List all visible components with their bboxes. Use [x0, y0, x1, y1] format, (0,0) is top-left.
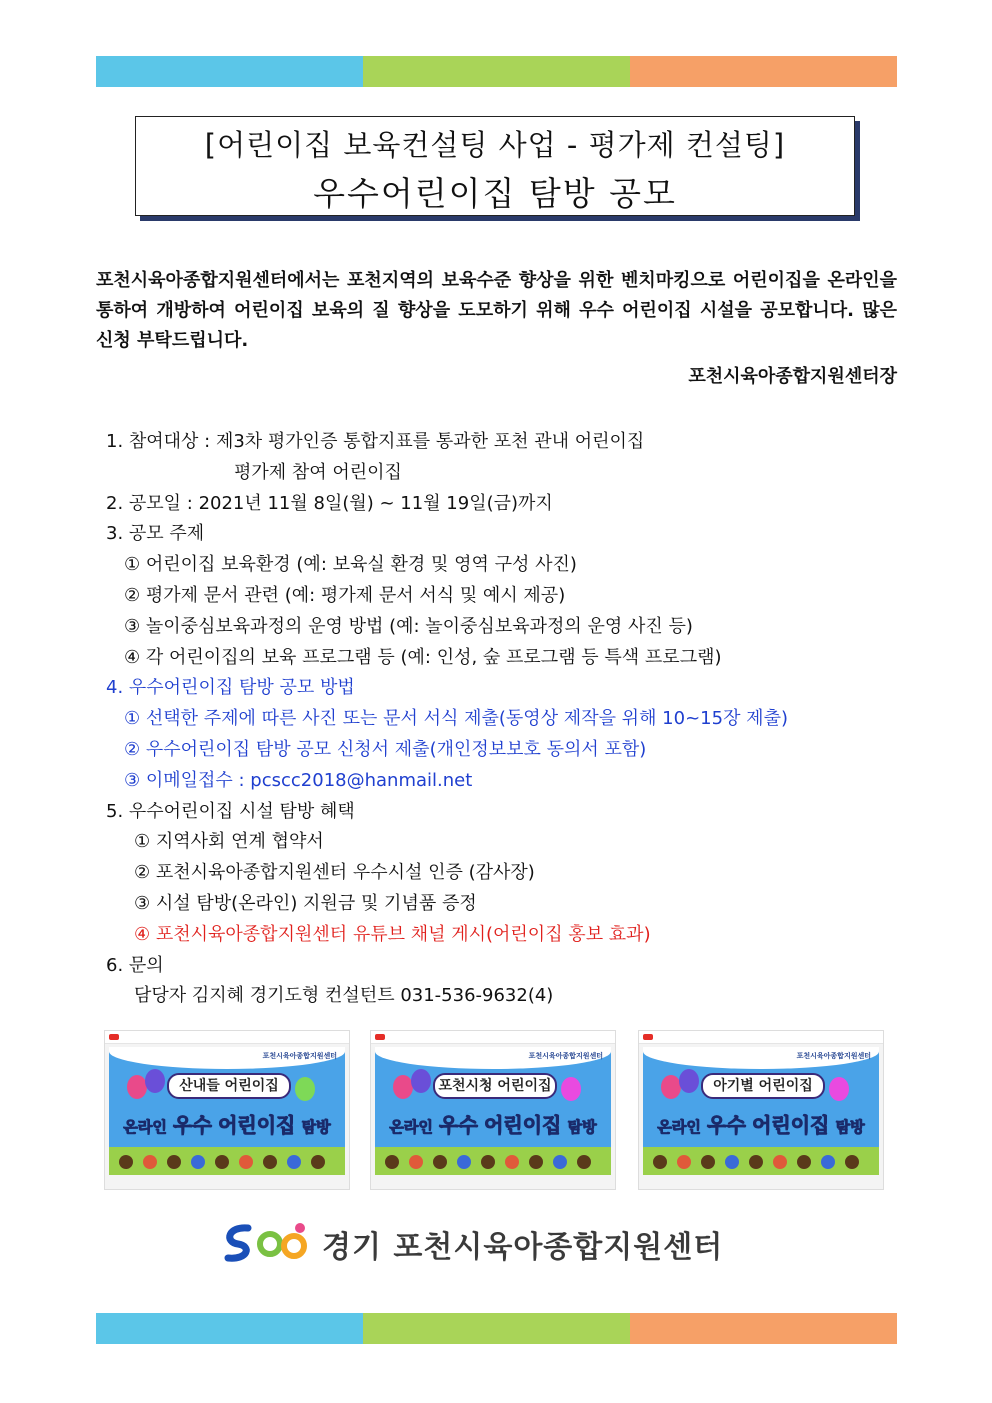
- top-color-bar: [96, 56, 897, 87]
- list-item: ① 어린이집 보육환경 (예: 보육실 환경 및 영역 구성 사진): [124, 554, 577, 576]
- list-item: ② 평가제 문서 관련 (예: 평가제 문서 서식 및 예시 제공): [124, 584, 566, 606]
- title-line1: [어린이집 보육컨설팅 사업 - 평가제 컨설팅]: [204, 128, 786, 162]
- video-thumbnails: [104, 1030, 884, 1190]
- list-item: ④ 포천시육아종합지원센터 유튜브 채널 게시(어린이집 홍보 효과): [134, 923, 651, 945]
- list-item: ② 우수어린이집 탐방 공모 신청서 제출(개인정보보호 동의서 포함): [124, 738, 647, 760]
- list-item: ① 지역사회 연계 협약서: [134, 831, 324, 853]
- youtube-icon: [643, 1034, 653, 1040]
- list-item: 담당자 김지혜 경기도형 컨설턴트 031-536-9632(4): [134, 985, 554, 1007]
- center-logo: [218, 1220, 778, 1264]
- signature: 포천시육아종합지원센터장: [688, 366, 897, 387]
- list-item: 5. 우수어린이집 시설 탐방 혜택: [106, 800, 355, 822]
- email-item[interactable]: ③ 이메일접수 : pcscc2018@hanmail.net: [124, 769, 473, 791]
- intro-paragraph: 포천시육아종합지원센터에서는 포천지역의 보육수준 향상을 위한 벤치마킹으로 어린이집을 온라인을 통하여 개방하여 어린이집 보육의 질 향상을 도모하기 위해 우수 어린이집 시설을 공모합니다. 많은 신청 부탁드립니다.: [96, 270, 897, 351]
- list-item: ③ 놀이중심보육과정의 운영 방법 (예: 놀이중심보육과정의 운영 사진 등): [124, 615, 693, 637]
- list-item: 1. 참여대상 : 제3차 평가인증 통합지표를 통과한 포천 관내 어린이집: [106, 431, 645, 452]
- notice-list: [106, 427, 906, 1012]
- title-box: [135, 116, 855, 216]
- video-thumbnail[interactable]: 포천시육아종합지원센터 아기별 어린이집 온라인 우수 어린이집 탐방: [638, 1030, 884, 1190]
- list-item: 6. 문의: [106, 954, 164, 976]
- center-name: 경기 포천시육아종합지원센터: [322, 1230, 724, 1265]
- youtube-icon: [109, 1034, 119, 1040]
- thumbnail-title: 산내들 어린이집: [167, 1073, 291, 1099]
- list-item: 3. 공모 주제: [106, 523, 205, 545]
- list-item: ② 포천시육아종합지원센터 우수시설 인증 (감사장): [134, 862, 535, 884]
- title-line2: 우수어린이집 탐방 공모: [313, 174, 677, 213]
- bottom-color-bar: [96, 1313, 897, 1344]
- thumbnail-title: 포천시청 어린이집: [433, 1073, 557, 1099]
- list-item: ① 선택한 주제에 따른 사진 또는 문서 서식 제출(동영상 제작을 위해 10~15장 제출): [124, 708, 788, 730]
- list-item: 평가제 참여 어린이집: [234, 461, 402, 483]
- thumbnail-title: 아기별 어린이집: [701, 1073, 825, 1099]
- list-item: 2. 공모일 : 2021년 11월 8일(월) ~ 11월 19일(금)까지: [106, 492, 553, 514]
- list-item: ④ 각 어린이집의 보육 프로그램 등 (예: 인성, 숲 프로그램 등 특색 프로그램): [124, 646, 722, 668]
- center-logo-icon: [218, 1220, 313, 1264]
- youtube-icon: [375, 1034, 385, 1040]
- video-thumbnail[interactable]: 포천시육아종합지원센터 산내들 어린이집 온라인 우수 어린이집 탐방: [104, 1030, 350, 1190]
- list-item: 4. 우수어린이집 탐방 공모 방법: [106, 677, 355, 699]
- list-item: ③ 시설 탐방(온라인) 지원금 및 기념품 증정: [134, 892, 477, 914]
- video-thumbnail[interactable]: 포천시육아종합지원센터 포천시청 어린이집 온라인 우수 어린이집 탐방: [370, 1030, 616, 1190]
